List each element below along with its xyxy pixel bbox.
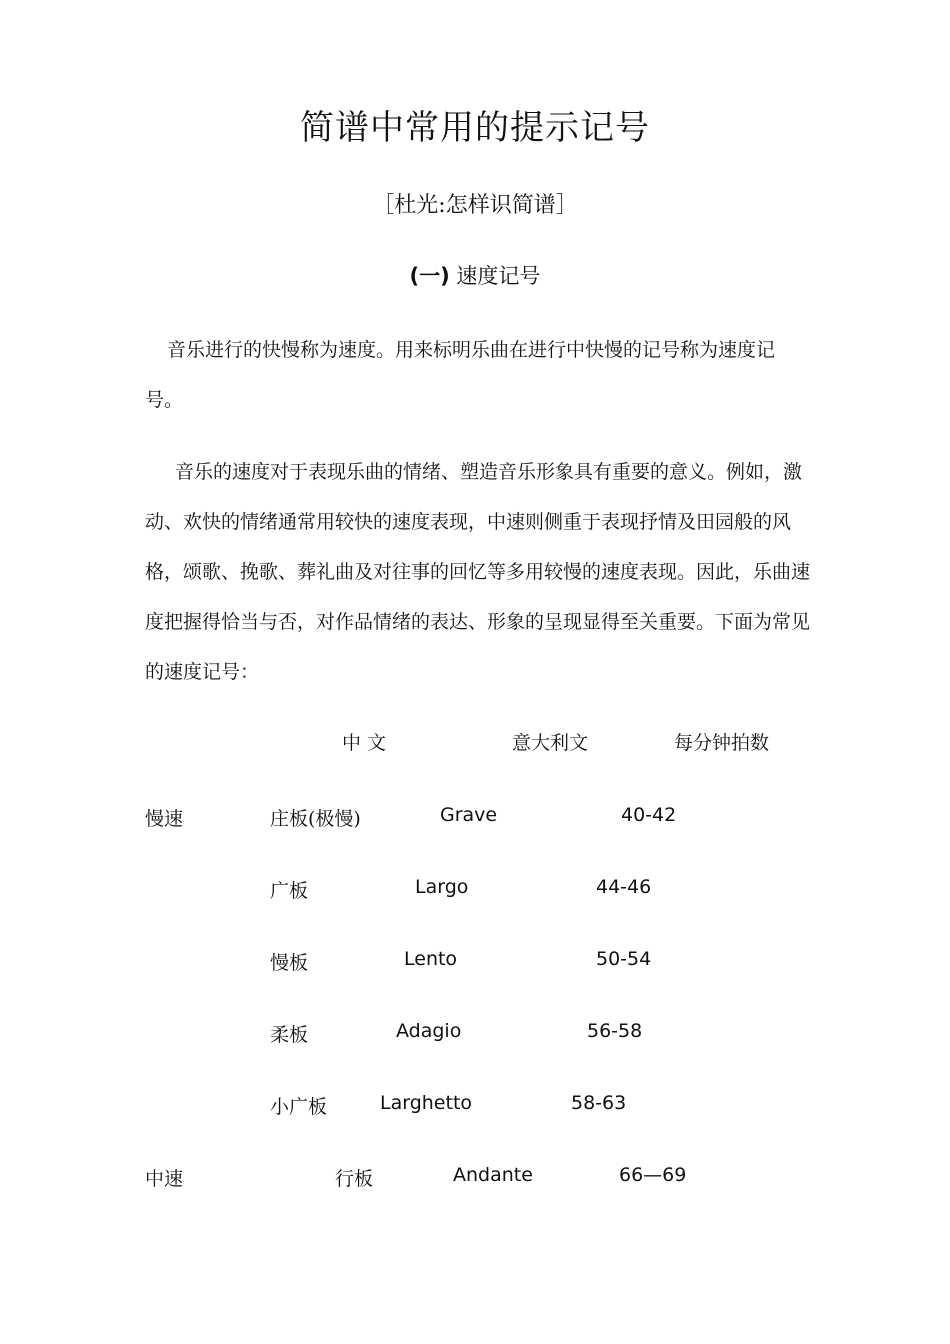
row-italian: Andante: [453, 1164, 533, 1186]
header-italian: 意大利文: [512, 732, 589, 754]
paragraph-2: 音乐的速度对于表现乐曲的情绪、塑造音乐形象具有重要的意义。例如，激动、欢快的情绪通常用较快的速度表现，中速则侧重于表现抒情及田园般的风格，颂歌、挽歌、葬礼曲及对往事的回忆等多用较慢的速度表现。因此，乐曲速度把握得恰当与否，对作品情绪的表达、形象的呈现显得至关重要。下面为常见的速度记号：: [145, 461, 811, 683]
row-chinese: 柔板: [270, 1024, 309, 1046]
row-chinese: 广板: [270, 880, 309, 902]
paragraph-1: 音乐进行的快慢称为速度。用来标明乐曲在进行中快慢的记号称为速度记号。: [145, 339, 776, 411]
row-category: 慢速: [145, 808, 184, 830]
source-subtitle: ［杜光:怎样识简谱］: [372, 193, 578, 218]
row-bpm: 66—69: [619, 1164, 687, 1186]
section-number: (一): [409, 264, 450, 288]
row-bpm: 56-58: [587, 1020, 643, 1042]
row-chinese: 行板: [335, 1168, 374, 1190]
row-chinese: 小广板: [270, 1096, 328, 1118]
row-bpm: 44-46: [596, 876, 652, 898]
row-italian: Lento: [404, 948, 458, 970]
row-italian: Larghetto: [380, 1092, 473, 1114]
row-bpm: 50-54: [596, 948, 652, 970]
header-chinese: 中 文: [342, 732, 387, 754]
row-bpm: 40-42: [621, 804, 677, 826]
page-title: 简谱中常用的提示记号: [300, 108, 650, 148]
section-label: 速度记号: [449, 264, 541, 288]
row-chinese: 慢板: [270, 952, 309, 974]
row-italian: Adagio: [396, 1020, 462, 1042]
header-bpm: 每分钟拍数: [674, 732, 770, 754]
row-italian: Grave: [440, 804, 498, 826]
row-category: 中速: [145, 1168, 184, 1190]
row-chinese: 庄板(极慢): [270, 808, 361, 830]
section-heading: [0, 260, 950, 290]
row-italian: Largo: [415, 876, 469, 898]
row-bpm: 58-63: [571, 1092, 627, 1114]
